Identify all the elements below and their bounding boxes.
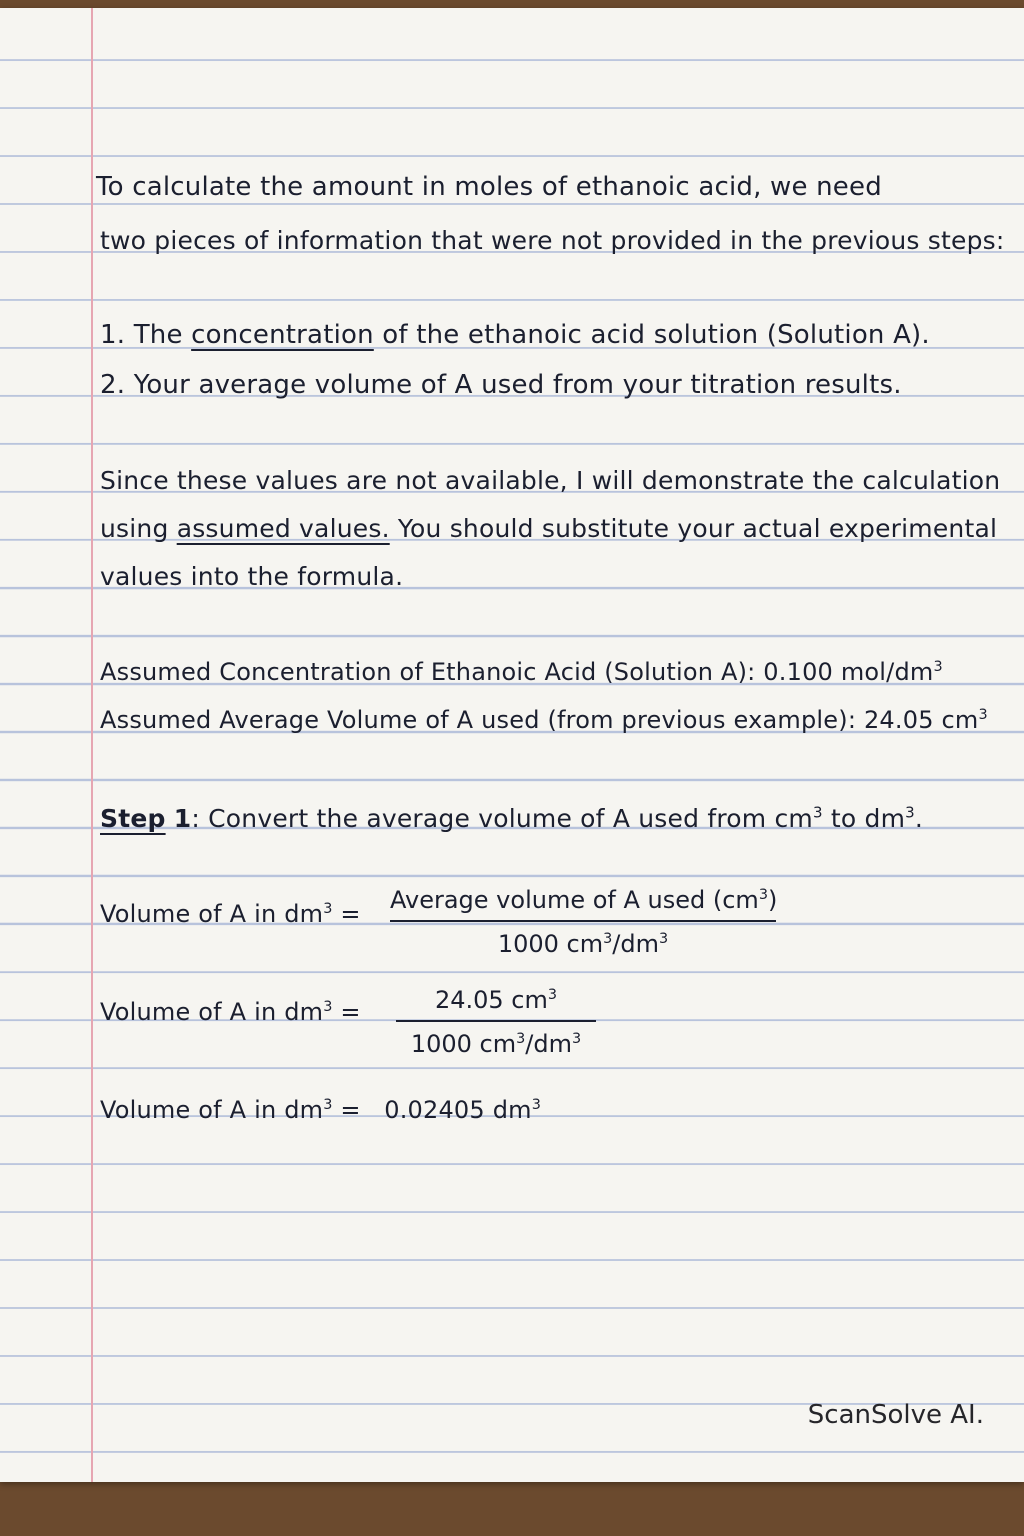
- equation-2-lhs: Volume of A in $dm^3$ =: [100, 998, 361, 1026]
- intro-line-2: two pieces of information that were not provided in the previous steps:: [100, 226, 1005, 255]
- step-text: to dm: [822, 804, 906, 833]
- underlined-phrase: assumed values.: [176, 514, 390, 543]
- equation-1-fraction: [390, 886, 776, 958]
- list-item-text: of the ethanoic acid solution (Solution A).: [382, 320, 930, 350]
- since-line-1: Since these values are not available, I will demonstrate the calculation: [100, 466, 1001, 495]
- list-item-text: The: [133, 320, 183, 350]
- list-item-text: Your average volume of A used from your titration results.: [133, 370, 902, 400]
- assumed-label: Assumed Average Volume of A used (from previous example):: [100, 706, 857, 734]
- fraction-numerator: 24.05 $cm^3$: [434, 986, 558, 1014]
- step-number: 1: [173, 804, 192, 833]
- since-line-3: values into the formula.: [100, 562, 404, 591]
- step-label: Step: [100, 804, 166, 833]
- underlined-word: concentration: [191, 320, 374, 350]
- equation-2-fraction: [396, 986, 596, 1058]
- margin-line: [91, 8, 93, 1482]
- lhs-text: Volume of A in dm: [100, 900, 324, 928]
- lhs-text: Volume of A in dm: [100, 1096, 324, 1124]
- assumed-label: Assumed Concentration of Ethanoic Acid (Solution A):: [100, 658, 756, 686]
- list-item-1: [100, 320, 930, 350]
- equation-3: Volume of A in $dm^3 = 0.02405$ $dm^3$: [100, 1096, 542, 1124]
- fraction-denominator: 1000 $cm^3/dm^3$: [410, 1030, 582, 1058]
- assumed-concentration: Assumed Concentration of Ethanoic Acid (Solution A): 0.100 mol/$dm^3$: [100, 658, 943, 686]
- intro-line-1: To calculate the amount in moles of ethanoic acid, we need: [96, 172, 882, 202]
- assumed-volume: Assumed Average Volume of A used (from previous example): 24.05 $cm^3$: [100, 706, 988, 734]
- lhs-text: Volume of A in dm: [100, 998, 324, 1026]
- brand-signature: ScanSolve AI.: [807, 1400, 984, 1430]
- step-text: : Convert the average volume of A used from cm: [191, 804, 813, 833]
- since-text: You should substitute your actual experimental: [397, 514, 998, 543]
- result-value: 0.02405 dm: [384, 1096, 532, 1124]
- fraction-bar: [390, 920, 776, 922]
- notebook-page: [0, 8, 1024, 1482]
- fraction-numerator: Average volume of A used $(cm^3)$: [390, 886, 778, 914]
- step-1-heading: Step 1: Convert the average volume of A used from $cm^3$ to $dm^3$.: [100, 803, 924, 833]
- list-item-number: 2.: [100, 370, 126, 400]
- since-text: using: [100, 514, 169, 543]
- assumed-value: 0.100 mol/dm: [763, 658, 934, 686]
- equation-1-lhs: Volume of A in $dm^3$ =: [100, 900, 361, 928]
- since-line-2: [100, 514, 997, 543]
- list-item-number: 1.: [100, 320, 126, 350]
- list-item-2: [100, 370, 902, 400]
- fraction-bar: [396, 1020, 596, 1022]
- assumed-value: 24.05 cm: [863, 706, 979, 734]
- fraction-denominator: 1000 $cm^3/dm^3$: [497, 930, 669, 958]
